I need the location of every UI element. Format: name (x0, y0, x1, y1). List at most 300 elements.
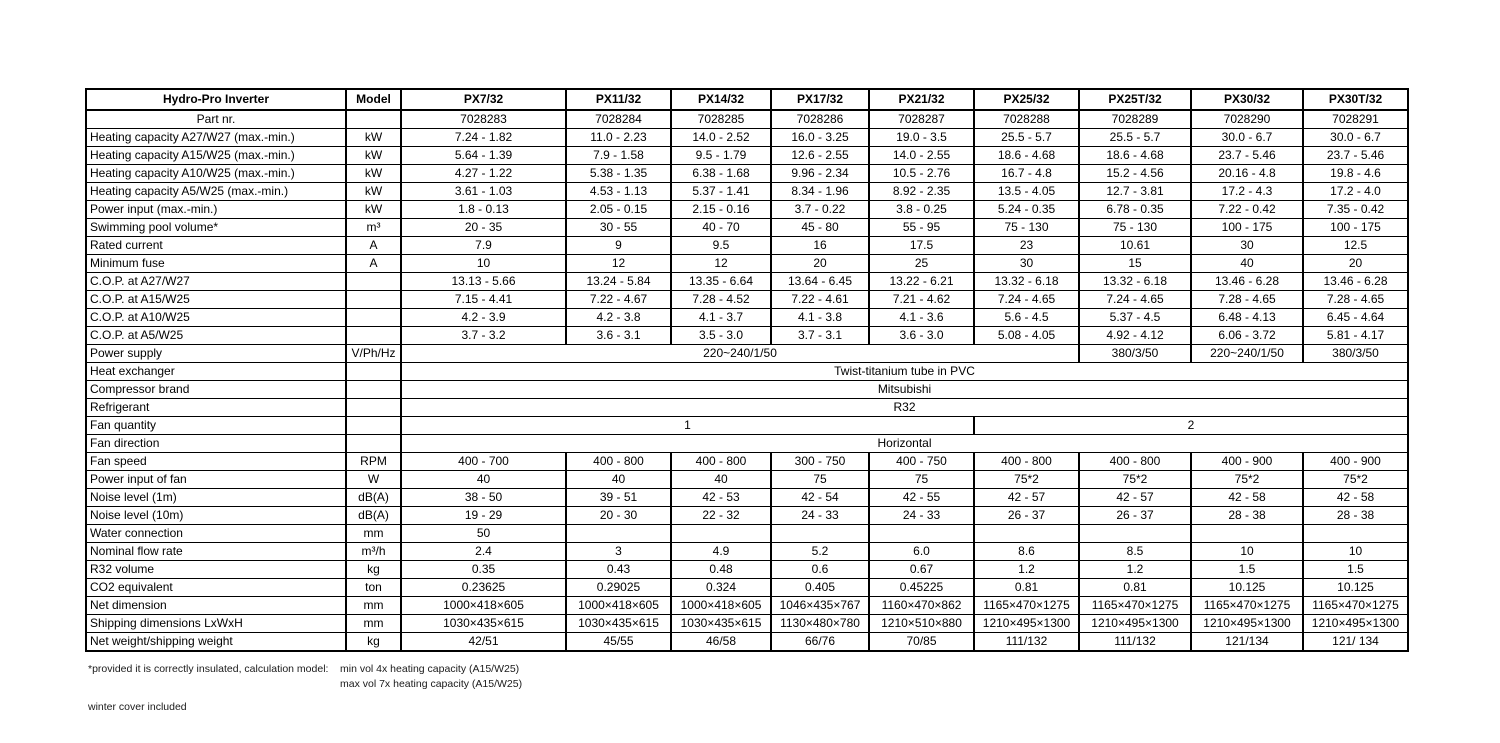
merged-value-cell: 1 (401, 417, 974, 435)
value-cell (869, 525, 974, 543)
value-cell: 0.23625 (401, 579, 566, 597)
value-cell: 7.9 - 1.58 (566, 147, 671, 165)
table-row (86, 489, 1408, 507)
value-cell: 18.6 - 4.68 (1079, 147, 1191, 165)
value-cell: 10 (1191, 543, 1303, 561)
table-row (86, 147, 1408, 165)
value-cell: 3.7 - 3.1 (771, 327, 869, 345)
value-cell: 25 (869, 255, 974, 273)
value-cell: 12.6 - 2.55 (771, 147, 869, 165)
value-cell: 12 (566, 255, 671, 273)
value-cell: 13.13 - 5.66 (401, 273, 566, 291)
model-col-header-3: PX17/32 (771, 89, 869, 110)
value-cell: 7.28 - 4.52 (671, 291, 771, 309)
row-label: C.O.P. at A5/W25 (86, 327, 346, 345)
value-cell: 1210×495×1300 (974, 615, 1079, 633)
row-label: R32 volume (86, 561, 346, 579)
value-cell: 42 - 54 (771, 489, 869, 507)
value-cell: 30 (974, 255, 1079, 273)
value-cell: 13.64 - 6.45 (771, 273, 869, 291)
value-cell: 1000×418×605 (671, 597, 771, 615)
value-cell: 40 - 70 (671, 219, 771, 237)
value-cell: 4.1 - 3.6 (869, 309, 974, 327)
value-cell: 17.5 (869, 237, 974, 255)
value-cell: 6.38 - 1.68 (671, 165, 771, 183)
value-cell: 12.5 (1303, 237, 1408, 255)
merged-value-cell: 2 (974, 417, 1408, 435)
value-cell: 1030×435×615 (566, 615, 671, 633)
value-cell: 7.24 - 4.65 (1079, 291, 1191, 309)
unit-cell: kW (346, 183, 401, 201)
merged-value-cell: 220~240/1/50 (401, 345, 1079, 363)
value-cell: 1165×470×1275 (1079, 597, 1191, 615)
row-label: C.O.P. at A27/W27 (86, 273, 346, 291)
value-cell: 20 (771, 255, 869, 273)
value-cell: 75 (771, 471, 869, 489)
value-cell: 13.46 - 6.28 (1303, 273, 1408, 291)
value-cell: 100 - 175 (1303, 219, 1408, 237)
footnote-calc-max-vol: max vol 7x heating capacity (A15/W25) (340, 678, 523, 690)
value-cell: 13.46 - 6.28 (1191, 273, 1303, 291)
value-cell: 7.24 - 1.82 (401, 129, 566, 147)
merged-value-cell: 220~240/1/50 (1191, 345, 1303, 363)
value-cell: 17.2 - 4.3 (1191, 183, 1303, 201)
unit-cell: RPM (346, 453, 401, 471)
unit-cell: m³/h (346, 543, 401, 561)
footnote-winter-cover: winter cover included (88, 701, 187, 713)
value-cell: 1165×470×1275 (1191, 597, 1303, 615)
unit-cell: kW (346, 201, 401, 219)
unit-cell: A (346, 255, 401, 273)
value-cell: 40 (671, 471, 771, 489)
unit-cell: dB(A) (346, 489, 401, 507)
table-row (86, 291, 1408, 309)
value-cell: 46/58 (671, 633, 771, 652)
value-cell: 3.7 - 0.22 (771, 201, 869, 219)
value-cell: 75*2 (1079, 471, 1191, 489)
value-cell: 30.0 - 6.7 (1303, 129, 1408, 147)
row-label: Fan direction (86, 435, 346, 453)
value-cell: 25.5 - 5.7 (1079, 129, 1191, 147)
merged-value-cell: 380/3/50 (1079, 345, 1191, 363)
row-label: Minimum fuse (86, 255, 346, 273)
unit-cell: kg (346, 561, 401, 579)
table-row (86, 525, 1408, 543)
value-cell: 3.5 - 3.0 (671, 327, 771, 345)
value-cell: 66/76 (771, 633, 869, 652)
value-cell: 0.67 (869, 561, 974, 579)
value-cell: 8.92 - 2.35 (869, 183, 974, 201)
value-cell: 4.1 - 3.7 (671, 309, 771, 327)
value-cell: 400 - 800 (974, 453, 1079, 471)
table-row (86, 561, 1408, 579)
value-cell: 400 - 800 (671, 453, 771, 471)
value-cell: 42/51 (401, 633, 566, 652)
value-cell: 1000×418×605 (401, 597, 566, 615)
unit-cell: W (346, 471, 401, 489)
value-cell: 7.22 - 4.67 (566, 291, 671, 309)
merged-value-cell: 380/3/50 (1303, 345, 1408, 363)
row-label: Heat exchanger (86, 363, 346, 381)
value-cell: 19.8 - 4.6 (1303, 165, 1408, 183)
value-cell: 1000×418×605 (566, 597, 671, 615)
value-cell: 15 (1079, 255, 1191, 273)
row-label: Power input of fan (86, 471, 346, 489)
row-label: Noise level (1m) (86, 489, 346, 507)
value-cell: 7028284 (566, 110, 671, 129)
value-cell: 30 - 55 (566, 219, 671, 237)
value-cell (1191, 525, 1303, 543)
value-cell: 2.4 (401, 543, 566, 561)
value-cell: 1210×510×880 (869, 615, 974, 633)
value-cell: 75*2 (1191, 471, 1303, 489)
value-cell: 400 - 800 (566, 453, 671, 471)
value-cell: 121/ 134 (1303, 633, 1408, 652)
value-cell: 13.32 - 6.18 (1079, 273, 1191, 291)
value-cell: 15.2 - 4.56 (1079, 165, 1191, 183)
value-cell: 1030×435×615 (401, 615, 566, 633)
table-row (86, 435, 1408, 453)
value-cell: 1210×495×1300 (1191, 615, 1303, 633)
table-row (86, 273, 1408, 291)
value-cell: 1046×435×767 (771, 597, 869, 615)
value-cell (1079, 525, 1191, 543)
value-cell: 13.32 - 6.18 (974, 273, 1079, 291)
unit-cell (346, 110, 401, 129)
value-cell: 2.15 - 0.16 (671, 201, 771, 219)
table-row (86, 507, 1408, 525)
unit-cell: A (346, 237, 401, 255)
value-cell: 7028291 (1303, 110, 1408, 129)
merged-value-cell: Twist-titanium tube in PVC (401, 363, 1408, 381)
value-cell: 40 (1191, 255, 1303, 273)
row-label: Heating capacity A15/W25 (max.-min.) (86, 147, 346, 165)
table-row (86, 237, 1408, 255)
value-cell: 7.15 - 4.41 (401, 291, 566, 309)
value-cell: 7028286 (771, 110, 869, 129)
value-cell: 6.78 - 0.35 (1079, 201, 1191, 219)
value-cell: 1165×470×1275 (1303, 597, 1408, 615)
table-row (86, 345, 1408, 363)
model-col-header-2: PX14/32 (671, 89, 771, 110)
value-cell: 23.7 - 5.46 (1191, 147, 1303, 165)
value-cell: 39 - 51 (566, 489, 671, 507)
spec-table-body (86, 110, 1408, 651)
value-cell: 19.0 - 3.5 (869, 129, 974, 147)
value-cell: 3 (566, 543, 671, 561)
value-cell: 9 (566, 237, 671, 255)
value-cell: 5.2 (771, 543, 869, 561)
table-row (86, 543, 1408, 561)
value-cell: 17.2 - 4.0 (1303, 183, 1408, 201)
row-label: Swimming pool volume* (86, 219, 346, 237)
value-cell: 4.1 - 3.8 (771, 309, 869, 327)
row-label: Compressor brand (86, 381, 346, 399)
value-cell: 9.5 - 1.79 (671, 147, 771, 165)
table-row (86, 471, 1408, 489)
merged-value-cell: Horizontal (401, 435, 1408, 453)
table-row (86, 399, 1408, 417)
row-label: C.O.P. at A10/W25 (86, 309, 346, 327)
value-cell: 0.48 (671, 561, 771, 579)
row-label: Heating capacity A27/W27 (max.-min.) (86, 129, 346, 147)
value-cell: 6.48 - 4.13 (1191, 309, 1303, 327)
value-cell: 1210×495×1300 (1079, 615, 1191, 633)
value-cell: 12.7 - 3.81 (1079, 183, 1191, 201)
row-label: Nominal flow rate (86, 543, 346, 561)
value-cell: 400 - 900 (1303, 453, 1408, 471)
footnote-calc-min-vol: min vol 4x heating capacity (A15/W25) (340, 663, 520, 675)
spec-table (85, 88, 1409, 652)
value-cell: 75 - 130 (1079, 219, 1191, 237)
row-label: CO2 equivalent (86, 579, 346, 597)
value-cell: 1160×470×862 (869, 597, 974, 615)
value-cell: 0.29025 (566, 579, 671, 597)
row-label: Part nr. (86, 110, 346, 129)
table-row (86, 110, 1408, 129)
value-cell: 16 (771, 237, 869, 255)
value-cell: 13.22 - 6.21 (869, 273, 974, 291)
table-row (86, 327, 1408, 345)
value-cell: 12 (671, 255, 771, 273)
row-label: Power input (max.-min.) (86, 201, 346, 219)
value-cell: 5.81 - 4.17 (1303, 327, 1408, 345)
value-cell: 20 - 35 (401, 219, 566, 237)
value-cell: 6.45 - 4.64 (1303, 309, 1408, 327)
value-cell: 7.22 - 4.61 (771, 291, 869, 309)
model-col-header-6: PX25T/32 (1079, 89, 1191, 110)
row-label: Heating capacity A10/W25 (max.-min.) (86, 165, 346, 183)
value-cell: 24 - 33 (869, 507, 974, 525)
value-cell: 75 - 130 (974, 219, 1079, 237)
value-cell: 7.21 - 4.62 (869, 291, 974, 309)
value-cell: 16.7 - 4.8 (974, 165, 1079, 183)
value-cell: 4.2 - 3.8 (566, 309, 671, 327)
value-cell: 8.6 (974, 543, 1079, 561)
value-cell: 45/55 (566, 633, 671, 652)
value-cell: 5.37 - 1.41 (671, 183, 771, 201)
unit-cell (346, 435, 401, 453)
row-label: Water connection (86, 525, 346, 543)
value-cell: 55 - 95 (869, 219, 974, 237)
table-row (86, 381, 1408, 399)
row-label: Noise level (10m) (86, 507, 346, 525)
value-cell: 20.16 - 4.8 (1191, 165, 1303, 183)
unit-cell: mm (346, 597, 401, 615)
model-column-header: Model (346, 89, 401, 110)
value-cell: 42 - 58 (1303, 489, 1408, 507)
value-cell: 5.37 - 4.5 (1079, 309, 1191, 327)
table-row (86, 579, 1408, 597)
table-row (86, 201, 1408, 219)
value-cell: 20 - 30 (566, 507, 671, 525)
value-cell: 5.38 - 1.35 (566, 165, 671, 183)
value-cell: 1030×435×615 (671, 615, 771, 633)
value-cell: 1.2 (974, 561, 1079, 579)
value-cell: 400 - 900 (1191, 453, 1303, 471)
merged-value-cell: R32 (401, 399, 1408, 417)
value-cell (771, 525, 869, 543)
value-cell: 14.0 - 2.55 (869, 147, 974, 165)
value-cell: 75*2 (1303, 471, 1408, 489)
unit-cell (346, 273, 401, 291)
unit-cell (346, 417, 401, 435)
value-cell: 7028290 (1191, 110, 1303, 129)
value-cell: 2.05 - 0.15 (566, 201, 671, 219)
value-cell: 4.2 - 3.9 (401, 309, 566, 327)
row-label: Rated current (86, 237, 346, 255)
value-cell: 1.2 (1079, 561, 1191, 579)
value-cell: 400 - 750 (869, 453, 974, 471)
value-cell: 8.34 - 1.96 (771, 183, 869, 201)
unit-cell: ton (346, 579, 401, 597)
table-row (86, 633, 1408, 652)
row-label: Fan quantity (86, 417, 346, 435)
table-row (86, 597, 1408, 615)
value-cell: 1.8 - 0.13 (401, 201, 566, 219)
row-label: Power supply (86, 345, 346, 363)
value-cell: 7.22 - 0.42 (1191, 201, 1303, 219)
value-cell: 4.92 - 4.12 (1079, 327, 1191, 345)
value-cell: 5.64 - 1.39 (401, 147, 566, 165)
value-cell: 10.61 (1079, 237, 1191, 255)
value-cell: 111/132 (974, 633, 1079, 652)
value-cell: 10 (401, 255, 566, 273)
unit-cell (346, 399, 401, 417)
value-cell: 40 (566, 471, 671, 489)
table-row (86, 183, 1408, 201)
table-row (86, 363, 1408, 381)
table-row (86, 309, 1408, 327)
value-cell: 42 - 57 (974, 489, 1079, 507)
row-label: Net weight/shipping weight (86, 633, 346, 652)
merged-value-cell: Mitsubishi (401, 381, 1408, 399)
value-cell: 24 - 33 (771, 507, 869, 525)
value-cell: 75 (869, 471, 974, 489)
value-cell: 5.6 - 4.5 (974, 309, 1079, 327)
value-cell (1303, 525, 1408, 543)
value-cell: 9.5 (671, 237, 771, 255)
value-cell: 0.35 (401, 561, 566, 579)
table-row (86, 615, 1408, 633)
value-cell: 3.6 - 3.0 (869, 327, 974, 345)
value-cell: 23.7 - 5.46 (1303, 147, 1408, 165)
value-cell: 4.9 (671, 543, 771, 561)
value-cell (671, 525, 771, 543)
spec-table-header (86, 89, 1408, 110)
value-cell: 13.5 - 4.05 (974, 183, 1079, 201)
value-cell (974, 525, 1079, 543)
value-cell: 40 (401, 471, 566, 489)
value-cell: 0.45225 (869, 579, 974, 597)
table-row (86, 417, 1408, 435)
row-label: Refrigerant (86, 399, 346, 417)
value-cell: 5.08 - 4.05 (974, 327, 1079, 345)
value-cell: 121/134 (1191, 633, 1303, 652)
value-cell: 0.43 (566, 561, 671, 579)
value-cell: 42 - 53 (671, 489, 771, 507)
value-cell: 45 - 80 (771, 219, 869, 237)
value-cell: 300 - 750 (771, 453, 869, 471)
value-cell: 7.28 - 4.65 (1191, 291, 1303, 309)
row-label: C.O.P. at A15/W25 (86, 291, 346, 309)
unit-cell: mm (346, 615, 401, 633)
value-cell: 10.125 (1303, 579, 1408, 597)
table-row (86, 255, 1408, 273)
table-title: Hydro-Pro Inverter (86, 89, 346, 110)
value-cell: 5.24 - 0.35 (974, 201, 1079, 219)
value-cell: 3.6 - 3.1 (566, 327, 671, 345)
value-cell: 3.7 - 3.2 (401, 327, 566, 345)
value-cell: 7028283 (401, 110, 566, 129)
value-cell: 16.0 - 3.25 (771, 129, 869, 147)
table-row (86, 129, 1408, 147)
value-cell: 70/85 (869, 633, 974, 652)
value-cell: 20 (1303, 255, 1408, 273)
value-cell: 28 - 38 (1303, 507, 1408, 525)
value-cell: 111/132 (1079, 633, 1191, 652)
value-cell: 7028285 (671, 110, 771, 129)
footnote-insulation: *provided it is correctly insulated, calculation model: (88, 663, 329, 675)
unit-cell: mm (346, 525, 401, 543)
value-cell: 4.53 - 1.13 (566, 183, 671, 201)
unit-cell: m³ (346, 219, 401, 237)
model-col-header-7: PX30/32 (1191, 89, 1303, 110)
value-cell (566, 525, 671, 543)
value-cell: 1.5 (1303, 561, 1408, 579)
value-cell: 0.81 (1079, 579, 1191, 597)
model-col-header-5: PX25/32 (974, 89, 1079, 110)
value-cell: 0.324 (671, 579, 771, 597)
value-cell: 30 (1191, 237, 1303, 255)
value-cell: 26 - 37 (1079, 507, 1191, 525)
value-cell: 100 - 175 (1191, 219, 1303, 237)
value-cell: 18.6 - 4.68 (974, 147, 1079, 165)
table-row (86, 219, 1408, 237)
unit-cell: dB(A) (346, 507, 401, 525)
unit-cell (346, 309, 401, 327)
value-cell: 6.06 - 3.72 (1191, 327, 1303, 345)
model-col-header-8: PX30T/32 (1303, 89, 1408, 110)
value-cell: 7.28 - 4.65 (1303, 291, 1408, 309)
value-cell: 30.0 - 6.7 (1191, 129, 1303, 147)
value-cell: 10.5 - 2.76 (869, 165, 974, 183)
footnotes (88, 663, 522, 713)
value-cell: 13.35 - 6.64 (671, 273, 771, 291)
value-cell: 8.5 (1079, 543, 1191, 561)
value-cell: 1130×480×780 (771, 615, 869, 633)
unit-cell (346, 381, 401, 399)
value-cell: 25.5 - 5.7 (974, 129, 1079, 147)
value-cell: 400 - 800 (1079, 453, 1191, 471)
value-cell: 9.96 - 2.34 (771, 165, 869, 183)
value-cell: 1210×495×1300 (1303, 615, 1408, 633)
value-cell: 42 - 55 (869, 489, 974, 507)
value-cell: 7028289 (1079, 110, 1191, 129)
value-cell: 42 - 58 (1191, 489, 1303, 507)
value-cell: 7028287 (869, 110, 974, 129)
unit-cell (346, 291, 401, 309)
value-cell: 3.8 - 0.25 (869, 201, 974, 219)
value-cell: 10 (1303, 543, 1408, 561)
value-cell: 0.6 (771, 561, 869, 579)
value-cell: 26 - 37 (974, 507, 1079, 525)
value-cell: 3.61 - 1.03 (401, 183, 566, 201)
unit-cell: kW (346, 129, 401, 147)
value-cell: 42 - 57 (1079, 489, 1191, 507)
model-col-header-0: PX7/32 (401, 89, 566, 110)
table-row (86, 165, 1408, 183)
